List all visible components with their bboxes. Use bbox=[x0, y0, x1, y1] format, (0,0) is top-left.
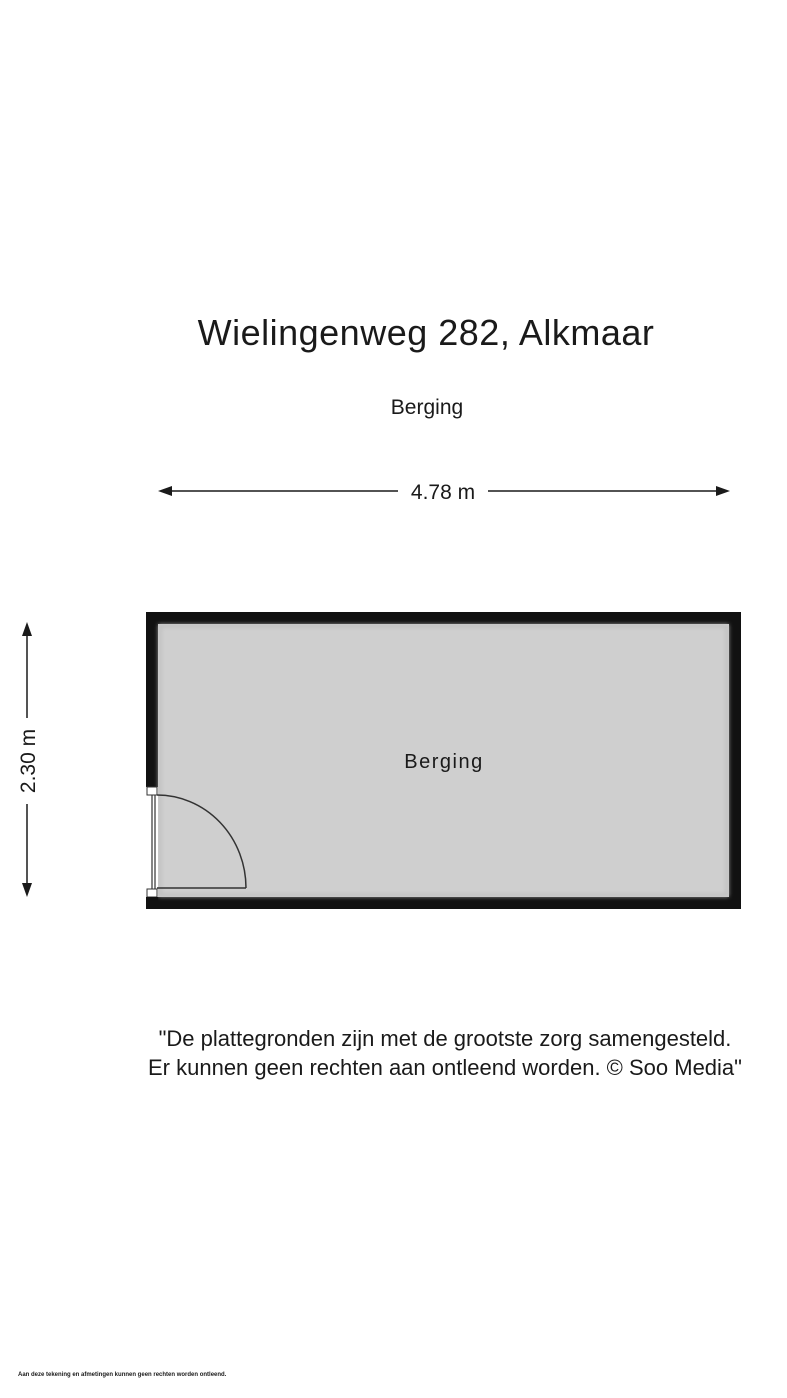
disclaimer-line-1: "De plattegronden zijn met de grootste zorg samengesteld. bbox=[158, 1026, 732, 1051]
height-label: 2.30 m bbox=[17, 728, 40, 794]
floor-label: Berging bbox=[390, 396, 464, 419]
page-title: Wielingenweg 282, Alkmaar bbox=[197, 312, 655, 353]
arrow-down-icon bbox=[22, 883, 32, 897]
arrow-left-icon bbox=[158, 486, 172, 496]
height-dimension bbox=[17, 622, 40, 897]
disclaimer-line-2: Er kunnen geen rechten aan ontleend worden. © Soo Media" bbox=[148, 1055, 742, 1080]
wall-bottom-left-stub bbox=[146, 897, 158, 909]
arrow-up-icon bbox=[22, 622, 32, 636]
door-frame-bottom bbox=[147, 889, 157, 897]
arrow-right-icon bbox=[716, 486, 730, 496]
room-label: Berging bbox=[404, 751, 484, 773]
width-dimension bbox=[158, 481, 730, 504]
width-label: 4.78 m bbox=[410, 481, 476, 504]
room-berging bbox=[146, 612, 741, 909]
door-frame-top bbox=[147, 787, 157, 795]
disclaimer bbox=[0, 1024, 787, 1082]
footer-note: Aan deze tekening en afmetingen kunnen geen rechten worden ontleend. bbox=[18, 1372, 227, 1378]
